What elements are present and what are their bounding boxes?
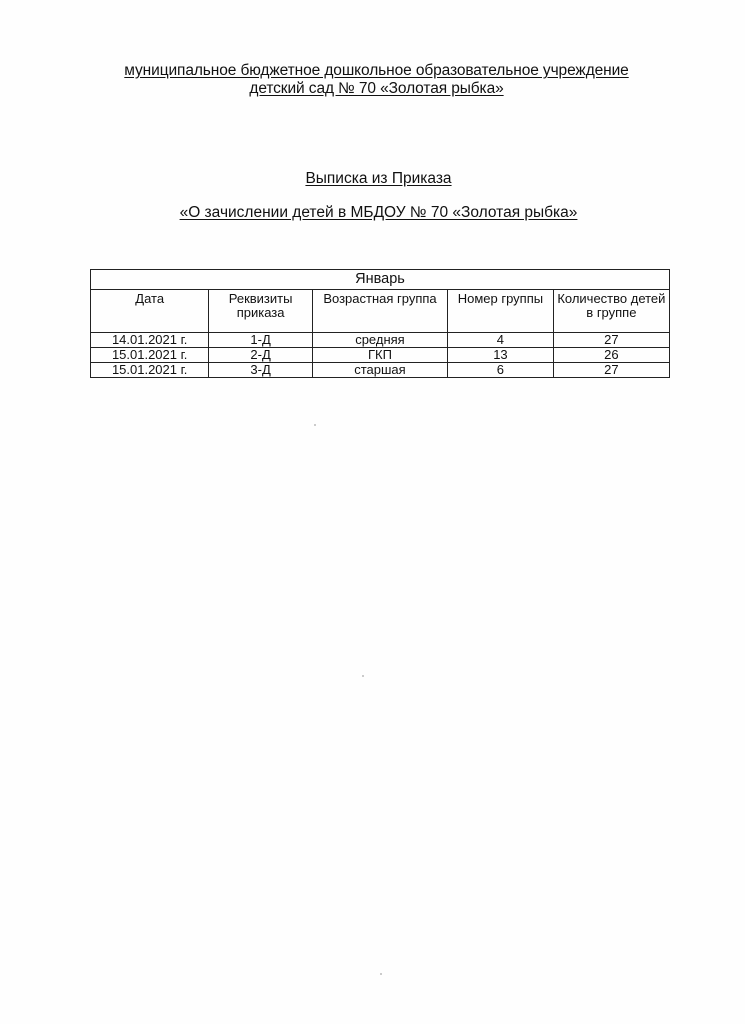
table-row: [91, 348, 670, 363]
cell-order-details: 1-Д: [209, 333, 313, 348]
table-row: [91, 363, 670, 378]
table-row: [91, 333, 670, 348]
organization-name-line-1: муниципальное бюджетное дошкольное образовательное учреждение: [124, 62, 629, 79]
document-subtitle: «О зачислении детей в МБДОУ № 70 «Золотая рыбка»: [179, 204, 578, 221]
cell-date: 15.01.2021 г.: [91, 363, 209, 378]
enrollment-table: [90, 269, 670, 378]
scan-speck: [314, 424, 316, 426]
table-header-row: [91, 290, 670, 333]
cell-children-count: 26: [553, 348, 669, 363]
cell-age-group: средняя: [312, 333, 447, 348]
scan-speck: [380, 973, 382, 975]
cell-date: 15.01.2021 г.: [91, 348, 209, 363]
column-header-children-count: Количество детей в группе: [553, 290, 669, 333]
cell-children-count: 27: [553, 333, 669, 348]
cell-order-details: 2-Д: [209, 348, 313, 363]
cell-order-details: 3-Д: [209, 363, 313, 378]
column-header-age-group: Возрастная группа: [312, 290, 447, 333]
month-header: Январь: [91, 270, 670, 290]
cell-children-count: 27: [553, 363, 669, 378]
organization-name-line-2: детский сад № 70 «Золотая рыбка»: [249, 80, 504, 97]
table-month-row: [91, 270, 670, 290]
cell-group-number: 6: [448, 363, 554, 378]
cell-group-number: 4: [448, 333, 554, 348]
cell-age-group: ГКП: [312, 348, 447, 363]
cell-group-number: 13: [448, 348, 554, 363]
scan-speck: [362, 675, 364, 677]
document-title: Выписка из Приказа: [305, 170, 452, 187]
cell-date: 14.01.2021 г.: [91, 333, 209, 348]
column-header-group-number: Номер группы: [448, 290, 554, 333]
column-header-date: Дата: [91, 290, 209, 333]
column-header-order-details: Реквизиты приказа: [209, 290, 313, 333]
cell-age-group: старшая: [312, 363, 447, 378]
